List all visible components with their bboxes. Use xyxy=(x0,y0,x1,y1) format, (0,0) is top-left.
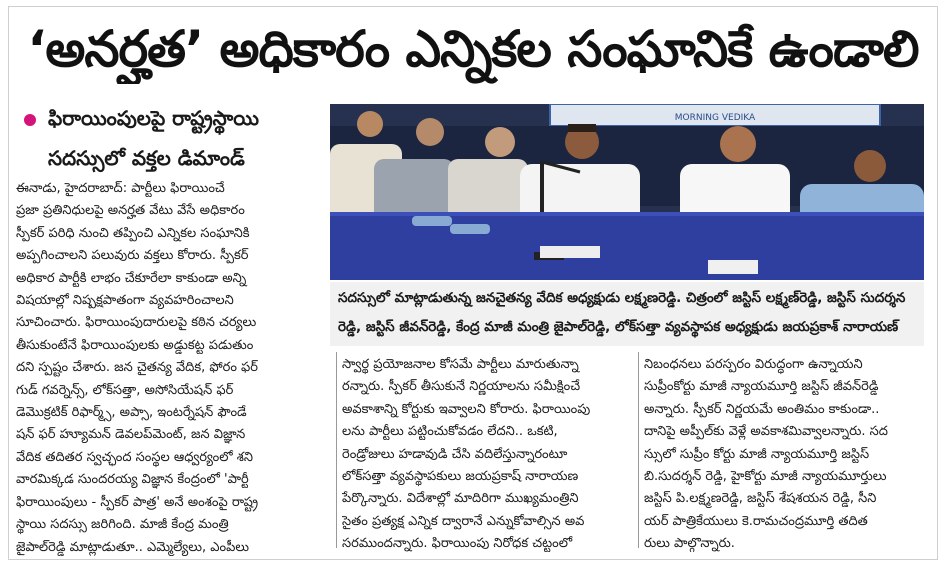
text-line: సైతం ప్రత్యక్ష ఎన్నిక ద్వారానే ఎన్నుకోవాల్సిన అవ xyxy=(342,513,585,529)
column-divider xyxy=(336,352,337,548)
text-line: దానిపై అప్పీల్‌కు వెళ్లే అవకాశమివ్వాలన్నారు. సద xyxy=(644,424,888,440)
text-line: ఫిరాయింపులు - స్పీకర్ పాత్ర' అనే అంశంపై రాష్ట్ర xyxy=(16,494,259,510)
text-line: సూచించారు. ఫిరాయింపుదారులపై కఠిన చర్యలు xyxy=(16,315,257,331)
text-line: రులు పాల్గొన్నారు. xyxy=(644,536,735,552)
bullet-dot-icon xyxy=(24,114,36,126)
text-line: జస్టిస్ పి.లక్ష్మణరెడ్డి, జస్టిస్ శేషశయన రెడ్డి, సీని xyxy=(644,491,877,507)
text-line: ప్రజా ప్రతినిధులపై అనర్హత వేటు వేసే అధికారం xyxy=(16,203,245,219)
column-divider xyxy=(638,352,639,548)
text-line: స్థాయి సదస్సు జరిగింది. మాజీ కేంద్ర మంత్రి xyxy=(16,517,229,533)
text-line: దని స్పష్టం చేశారు. జన చైతన్య వేదిక, ఫోరం ఫర్ xyxy=(16,360,258,376)
text-line: నిబంధనలు పరస్పరం విరుద్ధంగా ఉన్నాయని xyxy=(644,357,863,372)
text-line: స్వార్థ ప్రయోజనాల కోసమే పార్టీలు మారుతున్నా xyxy=(342,357,579,372)
text-line: లోక్‌సత్తా వ్యవస్థాపకులు జయప్రకాష్ నారాయణ xyxy=(342,469,579,485)
text-line: అన్నారు. స్పీకర్ నిర్ణయమే అంతిమం కాకుండా.. xyxy=(644,401,880,417)
text-line: రెండ్రోజులు హడావుడి చేసి వదిలేస్తున్నారంటూ xyxy=(342,446,568,462)
text-line: రన్నారు. స్పీకర్ తీసుకునే నిర్ణయాలను సమీక్షించే xyxy=(342,379,581,395)
column-left xyxy=(16,178,334,559)
text-line: సరముందన్నారు. ఫిరాయింపు నిరోధక చట్టంలో xyxy=(342,536,573,552)
text-line: జైపాల్‌రెడ్డి మాట్లాడుతూ.. ఎమ్మెల్యేలు, ఎంపీలు xyxy=(16,539,250,555)
column-right xyxy=(644,354,934,556)
text-line: గుడ్ గవర్నెన్స్, లోక్‌సత్తా, అసోసియేషన్ ఫర్ xyxy=(16,382,234,398)
kicker-line-2: సదస్సులో వక్తల డిమాండ్ xyxy=(48,146,245,170)
caption-line-1: సదస్సులో మాట్లాడుతున్న జనచైతన్య వేదిక అధ్యక్షుడు లక్ష్మణరెడ్డి. చిత్రంలో జస్టిస్ లక్ష్మణ్‌రెడ్డి, జస్టిస్ సుదర్శన xyxy=(338,290,906,306)
text-line: డెమొక్రటిక్ రిఫార్మ్స్, అప్సా, ఇంటర్నేషన్ ఫౌండే xyxy=(16,405,247,421)
text-line: సుప్రీంకోర్టు మాజీ న్యాయమూర్తి జస్టిస్ జీవన్‌రెడ్డి xyxy=(644,379,879,395)
text-line: అవకాశాన్ని కోర్టుకు ఇవ్వాలని కోరారు. ఫిరాయింపు xyxy=(342,401,591,417)
headline: ‘అనర్హత’ అధికారం ఎన్నికల సంఘానికే ఉండాలి xyxy=(27,20,919,78)
text-line: స్సులో సుప్రీం కోర్టు మాజీ న్యాయమూర్తి జస్టిస్ xyxy=(644,446,870,462)
text-line: విషయాల్లో నిష్పక్షపాతంగా వ్యవహరించాలని xyxy=(16,293,234,309)
kicker-line-1: ఫిరాయింపులపై రాష్ట్రస్థాయి xyxy=(48,106,259,130)
photo-illustration xyxy=(330,104,924,280)
text-line: స్పీకర్ పరిధి నుంచి తప్పించి ఎన్నికల సంఘానికి xyxy=(16,225,250,241)
text-line: అధికార పార్టీకి లాభం చేకూరేలా కాకుండా అన్ని xyxy=(16,270,247,286)
text-line: వేదిక తదితర స్వచ్ఛంద సంస్థల ఆధ్వర్యంలో శని xyxy=(16,449,254,465)
photo-caption xyxy=(330,282,924,346)
text-line: తీసుకుంటేనే ఫిరాయింపులకు అడ్డుకట్ట పడుతుం xyxy=(16,337,254,353)
text-line: అప్పగించాలని పలువురు వక్తలు కోరారు. స్పీకర్ xyxy=(16,248,249,264)
news-photo xyxy=(330,104,924,280)
text-line: లను పార్టీలు పట్టించుకోవడం లేదని.. ఒకటి, xyxy=(342,424,558,440)
caption-line-2: రెడ్డి, జస్టిస్ జీవన్‌రెడ్డి, కేంద్ర మాజీ మంత్రి జైపాల్‌రెడ్డి, లోక్‌సత్తా వ్యవస్థాపక అధ్యక్షుడు జయప్రకాశ్ నారాయణ్ xyxy=(338,319,899,335)
text-line: యర్ పాత్రికేయులు కె.రామచంద్రమూర్తి తదిత xyxy=(644,513,868,529)
text-line: ఈనాడు, హైదరాబాద్: పార్టీలు ఫిరాయించే xyxy=(16,181,225,196)
text-line: పేర్కొన్నారు. విదేశాల్లో మాదిరిగా ముఖ్యమంత్రిని xyxy=(342,491,579,507)
column-middle xyxy=(342,354,634,556)
banner-text: MORNING VEDIKA xyxy=(674,113,756,123)
text-line: బి.సుదర్శన్ రెడ్డి, హైకోర్టు మాజీ న్యాయమూర్తులు xyxy=(644,469,887,485)
text-line: షన్ ఫర్ హ్యూమన్ డెవలప్‌మెంట్, జన విజ్ఞాన xyxy=(16,427,246,443)
text-line: వారమిక్కడ సుందరయ్య విజ్ఞాన కేంద్రంలో 'పార్టీ xyxy=(16,472,249,488)
